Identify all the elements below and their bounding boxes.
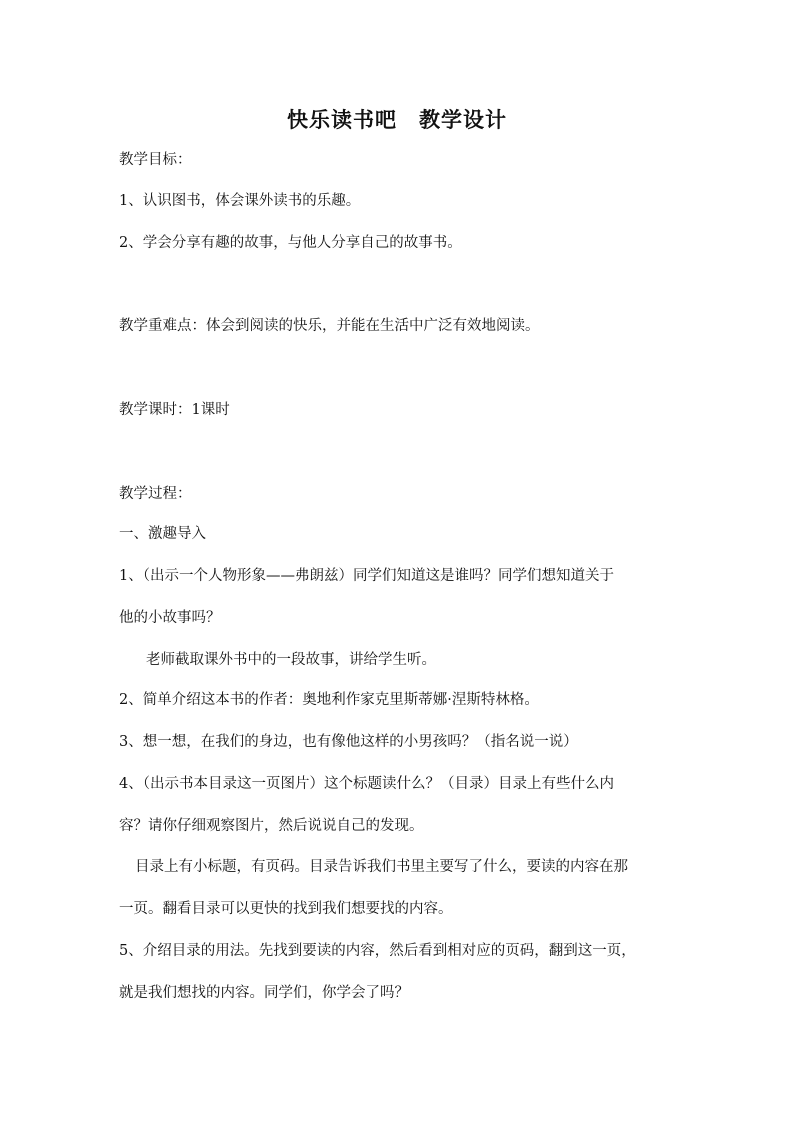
paragraph-line: 一页。翻看目录可以更快的找到我们想要找的内容。 [119, 901, 453, 917]
paragraph-line: 就是我们想找的内容。同学们，你学会了吗？ [119, 985, 409, 1001]
paragraph-line: 1、（出示一个人物形象——弗朗兹）同学们知道这是谁吗？同学们想知道关于 [119, 568, 614, 584]
paragraph-line: 目录上有小标题，有页码。目录告诉我们书里主要写了什么，要读的内容在那 [135, 859, 628, 875]
section-heading-process: 教学过程： [119, 486, 192, 502]
class-hours: 教学课时：1课时 [119, 402, 230, 418]
section-heading-objectives: 教学目标： [119, 152, 192, 168]
paragraph-line: 2、简单介绍这本书的作者：奥地利作家克里斯蒂娜·涅斯特林格。 [119, 692, 539, 708]
paragraph-line: 4、（出示书本目录这一页图片）这个标题读什么？（目录）目录上有些什么内 [119, 776, 614, 792]
step-heading-intro: 一、激趣导入 [119, 526, 206, 542]
objective-item-1: 1、认识图书，体会课外读书的乐趣。 [119, 193, 361, 209]
objective-item-2: 2、学会分享有趣的故事，与他人分享自己的故事书。 [119, 235, 462, 251]
paragraph-line: 5、介绍目录的用法。先找到要读的内容，然后看到相对应的页码，翻到这一页， [119, 943, 636, 959]
key-difficulties: 教学重难点：体会到阅读的快乐，并能在生活中广泛有效地阅读。 [119, 318, 540, 334]
paragraph-line: 容？请你仔细观察图片，然后说说自己的发现。 [119, 818, 424, 834]
paragraph-line: 老师截取课外书中的一段故事，讲给学生听。 [146, 652, 436, 668]
document-title: 快乐读书吧 教学设计 [287, 108, 507, 132]
paragraph-line: 3、想一想，在我们的身边，也有像他这样的小男孩吗？（指名说一说） [119, 734, 578, 750]
paragraph-line: 他的小故事吗？ [119, 610, 221, 626]
